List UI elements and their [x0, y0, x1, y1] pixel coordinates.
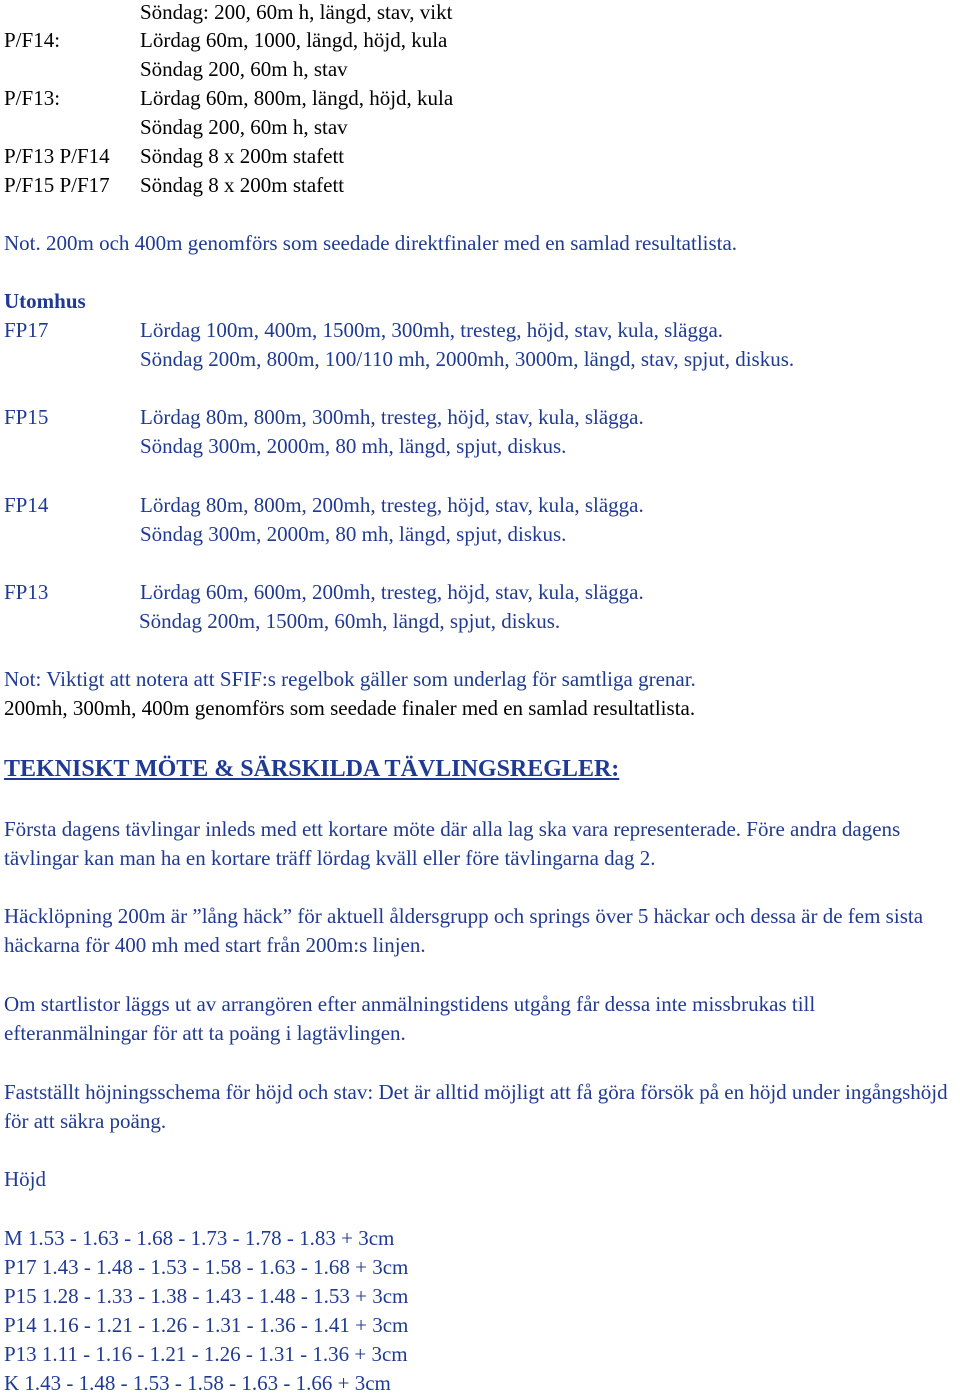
group-sondag: Söndag 300m, 2000m, 80 mh, längd, spjut, diskus.: [140, 522, 567, 546]
schedule-text: Lördag 60m, 1000, längd, höjd, kula: [140, 28, 448, 52]
schedule-label: P/F13 P/F14: [4, 144, 110, 168]
paragraph-hojningsschema: Fastställt höjningsschema för höjd och stav: Det är alltid möjligt att få göra försök på en höjd under ingångshöjd för att säkra poäng.: [4, 1080, 948, 1133]
group-lordag: Lördag 60m, 600m, 200mh, tresteg, höjd, stav, kula, slägga.: [140, 580, 644, 604]
schedule-text: Söndag 8 x 200m stafett: [140, 173, 345, 197]
group-label: FP14: [4, 493, 49, 517]
group-label: FP17: [4, 318, 49, 342]
section-heading-tekniskt-mote: TEKNISKT MÖTE & SÄRSKILDA TÄVLINGSREGLER:: [4, 756, 620, 782]
schedule-label: P/F13:: [4, 86, 61, 110]
group-lordag: Lördag 80m, 800m, 200mh, tresteg, höjd, stav, kula, slägga.: [140, 493, 644, 517]
schedule-text: Söndag 200, 60m h, stav: [140, 115, 348, 139]
note-seedade-finaler: 200mh, 300mh, 400m genomförs som seedade finaler med en samlad resultatlista.: [4, 696, 696, 720]
group-sondag: Söndag 300m, 2000m, 80 mh, längd, spjut, diskus.: [140, 434, 567, 458]
paragraph-startlistor: Om startlistor läggs ut av arrangören efter anmälningstidens utgång får dessa inte missbrukas till efteranmälningar för att ta poäng i lagtävlingen.: [4, 992, 816, 1045]
schedule-text: Lördag 60m, 800m, längd, höjd, kula: [140, 86, 454, 110]
hojd-row: P13 1.11 - 1.16 - 1.21 - 1.26 - 1.31 - 1.36 + 3cm: [4, 1342, 408, 1366]
group-lordag: Lördag 100m, 400m, 1500m, 300mh, tresteg, höjd, stav, kula, slägga.: [140, 318, 724, 342]
hojd-title: Höjd: [4, 1167, 46, 1191]
group-sondag: Söndag 200m, 1500m, 60mh, längd, spjut, diskus.: [139, 609, 561, 633]
hojd-row: P17 1.43 - 1.48 - 1.53 - 1.58 - 1.63 - 1.68 + 3cm: [4, 1255, 409, 1279]
group-lordag: Lördag 80m, 800m, 300mh, tresteg, höjd, stav, kula, slägga.: [140, 405, 644, 429]
schedule-label: P/F14:: [4, 28, 61, 52]
note-regelbok: Not: Viktigt att notera att SFIF:s regelbok gäller som underlag för samtliga grenar.: [4, 667, 696, 691]
schedule-text: Söndag: 200, 60m h, längd, stav, vikt: [140, 0, 453, 24]
paragraph-hacklopning: Häcklöpning 200m är ”lång häck” för aktuell åldersgrupp och springs över 5 häckar och dessa är de fem sista häckarna för 400 mh med start från 200m:s linjen.: [4, 904, 924, 957]
hojd-row: K 1.43 - 1.48 - 1.53 - 1.58 - 1.63 - 1.66 + 3cm: [4, 1371, 391, 1395]
schedule-label: P/F15 P/F17: [4, 173, 110, 197]
schedule-text: Söndag 200, 60m h, stav: [140, 57, 348, 81]
hojd-row: P14 1.16 - 1.21 - 1.26 - 1.31 - 1.36 - 1.41 + 3cm: [4, 1313, 409, 1337]
group-label: FP15: [4, 405, 49, 429]
note-direktfinaler: Not. 200m och 400m genomförs som seedade direktfinaler med en samlad resultatlista.: [4, 231, 738, 255]
hojd-row: M 1.53 - 1.63 - 1.68 - 1.73 - 1.78 - 1.83 + 3cm: [4, 1226, 395, 1250]
hojd-row: P15 1.28 - 1.33 - 1.38 - 1.43 - 1.48 - 1.53 + 3cm: [4, 1284, 409, 1308]
group-label: FP13: [4, 580, 49, 604]
schedule-text: Söndag 8 x 200m stafett: [140, 144, 345, 168]
paragraph-tekniskt-mote: Första dagens tävlingar inleds med ett kortare möte där alla lag ska vara representerade. Före andra dagens tävlingar kan man ha en kortare träff lördag kväll eller före tävlingarna dag 2.: [4, 817, 901, 870]
group-sondag: Söndag 200m, 800m, 100/110 mh, 2000mh, 3000m, längd, stav, spjut, diskus.: [140, 347, 795, 371]
section-title-utomhus: Utomhus: [4, 289, 86, 313]
